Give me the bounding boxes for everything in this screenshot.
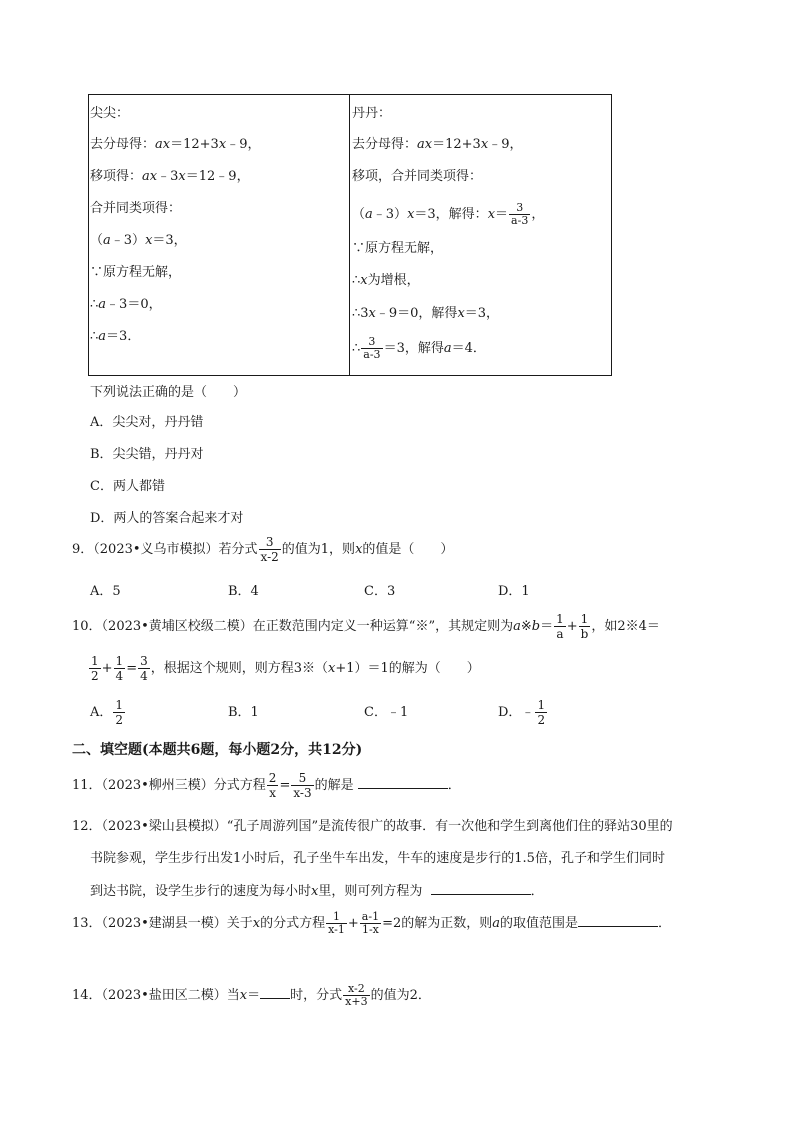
q10-option-d: D．﹣ $\frac{1}{2}$ [498,698,546,727]
fraction-3-over-a-minus-3: $\frac{3}{a-3}$ [511,201,529,227]
q10-fraction-1-over-2: $\frac{1}{2}$ [91,654,99,683]
q9-fraction: $\frac{3}{x-2}$ [260,535,279,564]
left-title: 尖尖： [90,106,130,121]
left-line-1: 去分母得：ax＝12+3x﹣9， [90,137,261,152]
q12-answer-blank[interactable] [431,880,531,895]
right-line-4: ∵原方程无解， [352,241,444,256]
right-line-2: 移项，合并同类项得： [352,169,483,184]
q11-stem: 11．（2023•柳州三模）分式方程 $\frac{2}{x}$ = $\frac{5}{x-3}$ 的解是 ． [72,771,461,800]
q8-option-d: D．两人的答案合起来才对 [90,511,244,526]
q13-fraction-1-over-x-minus-1: $\frac{1}{x-1}$ [328,910,345,936]
left-line-2: 移项得：ax﹣3x＝12﹣9， [90,169,250,184]
left-line-7: ∴a＝3． [90,329,141,344]
q12-line-2: 书院参观，学生步行出发1小时后，孔子坐牛车出发，牛车的速度是步行的1.5倍，孔子和学生们同时 [90,851,665,866]
right-line-3: （a﹣3）x＝3，解得：x＝ $\frac{3}{a-3}$ ， [352,201,545,227]
q9-option-d: D．1 [498,584,530,599]
q9-option-b: B．4 [228,584,259,599]
left-line-3: 合并同类项得： [90,201,182,216]
section-2-heading: 二、填空题(本题共6题，每小题2分，共12分) [72,742,363,758]
q9-option-c: C．3 [364,584,396,599]
q10-fraction-3-over-4: $\frac{3}{4}$ [140,654,148,683]
left-line-4: （a﹣3）x＝3， [90,233,187,248]
q14-fraction: $\frac{x-2}{x+3}$ [345,982,368,1008]
q9-option-a: A．5 [90,584,121,599]
q13-fraction-a-minus-1-over-1-minus-x: $\frac{a-1}{1-x}$ [361,910,380,936]
right-line-7: ∴ $\frac{3}{a-3}$ ＝3，解得a＝4． [352,335,486,361]
q14-stem: 14．（2023•盐田区二模）当x＝ 时，分式 $\frac{x-2}{x+3}$ 的值为2． [72,982,431,1008]
q11-fraction-5-over-x-minus-3: $\frac{5}{x-3}$ [293,771,312,800]
left-line-6: ∴a﹣3＝0， [90,297,162,312]
q10-stem-line-2: $\frac{1}{2}$ + $\frac{1}{4}$ = $\frac{3}{4}$ ，根据这个规则，则方程3※（x+1）＝1的解为（ ） [91,654,480,683]
q12-line-3: 到达书院，设学生步行的速度为每小时x里，则可列方程为 ． [90,880,544,901]
q10-fraction-1-over-a: $\frac{1}{a}$ [556,612,564,641]
q13-answer-blank[interactable] [578,912,658,927]
fraction-3-over-a-minus-3: $\frac{3}{a-3}$ [363,335,381,361]
q10-option-b: B．1 [228,705,259,720]
q10-fraction-1-over-4: $\frac{1}{4}$ [115,654,124,683]
q10-fraction-1-over-b: $\frac{1}{b}$ [580,612,589,641]
q8-stem: 下列说法正确的是（ ） [90,385,247,400]
right-line-1: 去分母得：ax＝12+3x﹣9， [352,137,523,152]
q10-option-a: A． $\frac{1}{2}$ [90,698,124,727]
q10-option-c: C．﹣1 [364,705,409,720]
q12-line-1: 12．（2023•梁山县模拟）“孔子周游列国”是流传很广的故事．有一次他和学生到离他们住的驿站30里的 [72,819,673,834]
q10-stem-line-1: 10．（2023•黄埔区校级二模）在正数范围内定义一种运算“※”，其规定则为a※b＝ $\frac{1}{a}$ + $\frac{1}{b}$ ，如2※4＝ [72,612,660,641]
q13-stem: 13．（2023•建湖县一模）关于x的分式方程 $\frac{1}{x-1}$ + $\frac{a-1}{1-x}$ =2的解为正数，则a的取值范围是 ． [72,910,672,936]
q11-answer-blank[interactable] [358,774,448,789]
q8-option-b: B．尖尖错，丹丹对 [90,447,204,462]
q14-answer-blank[interactable] [260,984,290,999]
q10-option-d-fraction: $\frac{1}{2}$ [537,698,546,727]
q11-fraction-2-over-x: $\frac{2}{x}$ [268,771,277,800]
q9-stem: 9．（2023•义乌市模拟）若分式 $\frac{3}{x-2}$ 的值为1，则x的值是（ ） [72,535,454,564]
q8-option-c: C．两人都错 [90,479,165,494]
right-line-6: ∴3x﹣9＝0，解得x＝3， [352,306,500,321]
right-line-5: ∴x为增根， [352,273,420,288]
q10-option-a-fraction: $\frac{1}{2}$ [115,698,124,727]
left-line-5: ∵原方程无解， [90,265,182,280]
right-title: 丹丹： [352,106,392,121]
q8-option-a: A．尖尖对，丹丹错 [90,415,204,430]
